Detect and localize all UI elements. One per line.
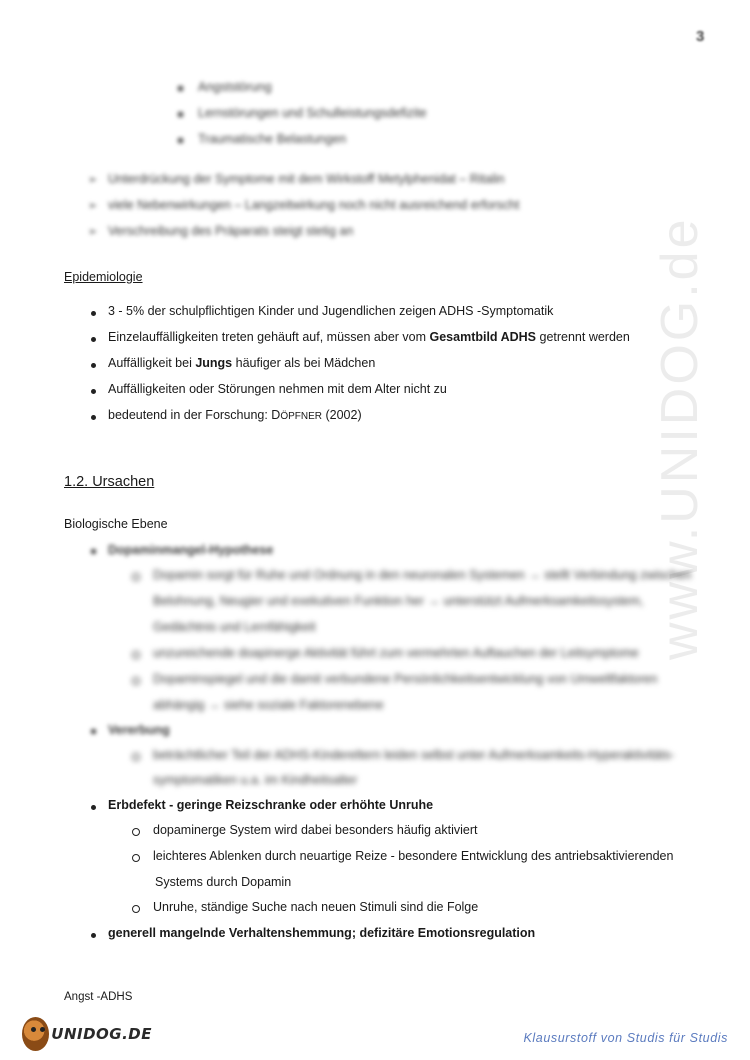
bullet-icon	[91, 363, 96, 368]
bullet-icon	[91, 549, 96, 554]
bullet-icon	[91, 729, 96, 734]
bullet-icon	[91, 415, 96, 420]
arrow-bullet-icon: ➢	[88, 226, 98, 238]
footer-document-label: Angst -ADHS	[64, 991, 133, 1003]
bullet-circle-icon	[132, 753, 140, 761]
blurred-heading: Dopaminmangel-Hypothese	[108, 543, 274, 557]
watermark: www.UNIDOG.de	[651, 216, 709, 660]
arrow-bullet-icon: ➢	[88, 174, 98, 186]
dog-icon	[22, 1017, 49, 1051]
bullet-icon	[91, 389, 96, 394]
list-item: leichteres Ablenken durch neuartige Reize - besondere Entwicklung des antriebsaktivierenden	[153, 849, 674, 863]
generell-item: generell mangelnde Verhaltenshemmung; defizitäre Emotionsregulation	[108, 926, 536, 940]
blurred-line: beträchtlicher Teil der ADHS-Kindereltern leiden selbst unter Aufmerksamkeits-Hyperaktivitäts-	[153, 748, 675, 762]
bullet-icon	[91, 311, 96, 316]
bullet-circle-icon	[132, 677, 140, 685]
list-item: 3 - 5% der schulpflichtigen Kinder und Jugendlichen zeigen ADHS -Symptomatik	[108, 304, 554, 318]
arrow-bullet-icon: ➢	[88, 200, 98, 212]
bullet-circle-icon	[132, 651, 140, 659]
arrow-item: viele Nebenwirkungen – Langzeitwirkung noch nicht ausreichend erforscht	[108, 198, 520, 212]
list-item: dopaminerge System wird dabei besonders häufig aktiviert	[153, 823, 478, 837]
bullet-square-icon	[178, 138, 183, 143]
sub-item: Traumatische Belastungen	[198, 132, 347, 146]
logo-text: UNIDOG.DE	[51, 1025, 152, 1043]
sub-item: Angststörung	[198, 80, 272, 94]
list-item: Unruhe, ständige Suche nach neuen Stimuli sind die Folge	[153, 900, 479, 914]
bullet-square-icon	[178, 112, 183, 117]
blurred-line: Dopaminspiegel und die damit verbundene Persönlichkeitsentwicklung von Umweltfaktoren	[153, 672, 658, 686]
bullet-circle-icon	[132, 905, 140, 913]
unidog-logo[interactable]	[22, 1016, 152, 1052]
bullet-circle-icon	[132, 854, 140, 862]
footer-tagline: Klausurstoff von Studis für Studis	[523, 1031, 728, 1045]
blurred-line: Belohnung, Neugier und exekutiven Funktion her → unterstützt Aufmerksamkeitssystem,	[153, 594, 644, 608]
bullet-icon	[91, 337, 96, 342]
arrow-item: Unterdrückung der Symptome mit dem Wirkstoff Metylphenidat – Ritalin	[108, 172, 505, 186]
blurred-line: symptomatiken u.a. im Kindheitsalter	[153, 773, 358, 787]
arrow-item: Verschreibung des Präparats steigt stetig an	[108, 224, 354, 238]
list-item: Auffälligkeiten oder Störungen nehmen mit dem Alter nicht zu	[108, 382, 447, 396]
sub-item: Lernstörungen und Schulleistungsdefizite	[198, 106, 427, 120]
list-item: bedeutend in der Forschung: DÖPFNER (2002)	[108, 408, 362, 422]
blurred-line: Gedächtnis und Lernfähigkeit	[153, 620, 316, 634]
blurred-line: abhängig → siehe soziale Faktorenebene	[153, 698, 384, 712]
erbdefekt-heading: Erbdefekt - geringe Reizschranke oder erhöhte Unruhe	[108, 798, 434, 812]
subheading-biologische-ebene: Biologische Ebene	[64, 517, 168, 531]
blurred-line: unzureichende doapinerge Aktivität führt zum vermehrten Auftauchen der Leitsymptome	[153, 646, 639, 660]
list-item-continuation: Systems durch Dopamin	[155, 875, 292, 889]
bullet-icon	[91, 805, 96, 810]
bullet-circle-icon	[132, 573, 140, 581]
bullet-icon	[91, 933, 96, 938]
list-item: Einzelauffälligkeiten treten gehäuft auf, müssen aber vom Gesamtbild ADHS getrennt werden	[108, 330, 630, 344]
list-item: Auffälligkeit bei Jungs häufiger als bei Mädchen	[108, 356, 376, 370]
section-heading-ursachen: 1.2. Ursachen	[64, 474, 155, 490]
bullet-square-icon	[178, 86, 183, 91]
bullet-circle-icon	[132, 828, 140, 836]
blurred-line: Dopamin sorgt für Ruhe und Ordnung in den neuronalen Systemen → stellt Verbindung zwischen	[153, 568, 692, 582]
blurred-heading: Vererbung	[108, 723, 170, 737]
section-heading-epidemiologie: Epidemiologie	[64, 270, 143, 284]
page-number: 3	[696, 28, 705, 45]
